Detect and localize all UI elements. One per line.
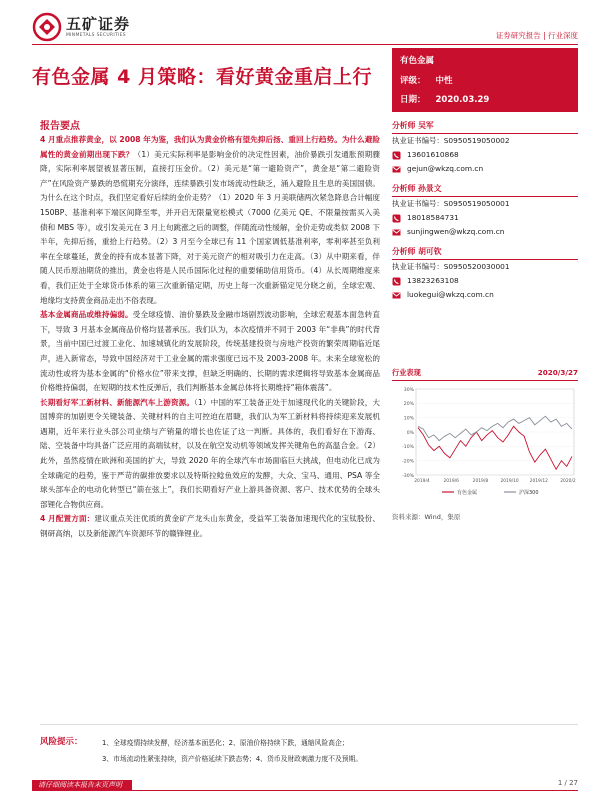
chart-header: [392, 368, 578, 381]
analyst-card-2: [392, 183, 578, 239]
y-tick-label: 30%: [403, 387, 414, 393]
paragraph-new-materials: [40, 396, 380, 513]
y-tick-label: 20%: [403, 402, 414, 408]
x-tick-label: 2019/8: [472, 479, 489, 484]
phone-icon: [392, 277, 401, 286]
analyst-heading: 分析师 吴军: [392, 120, 578, 134]
analyst-phone-row: [392, 274, 578, 288]
date-value: 2020.03.29: [435, 95, 490, 105]
paragraph-text: （1）美元实际利率是影响金价的决定性因素，油价暴跌引发通胀预期骤降，实际利率展望被显著压制，直接打压金价。（2）美元是“第一避险资产”，黄金是“第二避险资产”在风险资产暴跌的恐慌期充分演绎，连续暴跌引发市场流动性缺乏，涌入避险且生息的美国国债。为什么在这个时点，我们坚定看好后续的金价走势？（1）2020 年 3 月美联储两次紧急降息合计幅度 150BP、基准利率下端区间降至零，并开启无限量宽松模式（7000 亿美元 QE、不限量按需买入美债和 MBS 等），或引发美元在 3 月上旬跳涨之后的调整，伴随流动性缓解，金价走势或类似 2008 下半年，先抑后扬，重拾上行趋势。（2）3 月至今全球已有 11 个国家调低基准利率，零利率甚至负利率在全球蔓延，黄金的持有成本显著下降，对于美元资产的相对吸引力在走高。（3）从中期来看，伴随人民币原油期货的推出，黄金也将是人民币国际化过程的重要辅助信用货币。（4）从长周期维度来看，我们正处于全球货币体系的第三次重新锚定期，历史上每一次重新锚定见分晓之前，全球宏观、地缘均支持黄金商品走出不俗表现。: [40, 149, 381, 305]
analyst-license: 执业证书编号：S0950520030001: [392, 262, 510, 271]
chart-date: 2020/3/27: [537, 368, 578, 377]
risk-heading: 风险提示：: [40, 737, 83, 747]
analyst-email-row: [392, 288, 578, 302]
analyst-phone: 13601610868: [407, 150, 459, 159]
report-type-label: 证券研究报告 | 行业深度: [495, 31, 578, 40]
phone-icon: [392, 151, 401, 160]
logo-english-name: MINMETALS SECURITIES: [66, 33, 126, 38]
paragraph-lead: 长期看好军工新材料、新能源汽车上游资源。: [40, 397, 195, 407]
paragraph-lead: 4 月重点推荐黄金，以 2008 年为鉴，我们认为黄金价格有望先抑后扬、重回上行趋势。为什么避险属性的黄金前期出现下跌？: [40, 135, 380, 159]
x-tick-label: 2019/10: [500, 479, 519, 484]
paragraph-allocation: [40, 512, 380, 541]
analyst-phone-row: [392, 148, 578, 162]
footer-disclaimer-link[interactable]: 请仔细阅读本报告末页声明: [32, 780, 132, 791]
analyst-license: 执业证书编号：S0950519050002: [392, 136, 510, 145]
email-icon: [392, 228, 401, 237]
paragraph-lead: 基本金属商品或维持偏弱。: [40, 310, 133, 320]
page-number: 1 / 27: [557, 779, 578, 787]
rating-label: 评级：: [400, 76, 426, 86]
logo-mark-icon: [32, 12, 62, 42]
date-label: 日期：: [400, 95, 426, 105]
industry-performance-chart: [392, 383, 578, 501]
analyst-phone: 13823263108: [407, 276, 459, 285]
sector-name: 有色金属: [400, 56, 435, 66]
rating-row: [400, 74, 453, 86]
series-line-0: [418, 426, 572, 469]
analyst-heading: 分析师 胡可钦: [392, 246, 578, 260]
paragraph-lead: 4 月配置方面：: [40, 514, 95, 524]
email-icon: [392, 291, 401, 300]
series-line-1: [418, 416, 572, 440]
analyst-card-3: [392, 246, 578, 302]
x-tick-label: 2020/2: [560, 479, 576, 484]
chart-title: 行业表现: [392, 368, 421, 377]
company-logo: [32, 12, 130, 42]
x-tick-label: 2019/12: [529, 479, 548, 484]
phone-icon: [392, 214, 401, 223]
analyst-heading: 分析师 孙景文: [392, 183, 578, 197]
analyst-phone: 18018584731: [407, 213, 459, 222]
risk-line-1: 1、全球疫情持续发酵，经济基本面恶化；2、原油价格持续下跌，通缩风险高企；: [102, 739, 349, 747]
header-divider: [32, 44, 578, 45]
summary-body: [40, 133, 380, 542]
paragraph-text: 受全球疫情、油价暴跌及金融市场剧烈波动影响，全球宏观基本面急转直下，导致 3 月基本金属商品价格均显著承压。我们认为，本次疫情并不同于 2003 年“非典”的时代背景，当前中国已过渡工业化、加速城镇化的发展阶段，传统基建投资与房地产投资的繁荣周期临近尾声，进入新常态，导致中国经济对于工业金属的需求强度已远不及 2003-2008 年。未来全球宽松的流动性或将为基本金属的“价格水位”带来支撑，但缺乏明确的、长期的需求逻辑将导致基本金属商品价格维持偏弱，在短期的技术性反弹后，我们判断基本金属总体将长期维持“箱体震荡”。: [40, 310, 380, 393]
y-tick-label: -10%: [402, 445, 414, 451]
paragraph-base-metals: [40, 308, 380, 396]
y-tick-label: -30%: [402, 473, 414, 479]
analyst-phone-row: [392, 211, 578, 225]
x-tick-label: 2019/6: [443, 479, 459, 484]
analyst-email-row: [392, 162, 578, 176]
email-icon: [392, 165, 401, 174]
legend-label: 沪深300: [519, 490, 539, 496]
logo-chinese-name: 五矿证券: [66, 15, 131, 33]
analyst-email[interactable]: luokegui@wkzq.com.cn: [407, 290, 494, 299]
risk-line-2: 3、市场流动性紧张持续，资产价格延续下跌态势；4、货币及财政刺激力度不及预期。: [102, 755, 363, 763]
y-tick-label: 10%: [403, 416, 414, 422]
analyst-card-1: [392, 120, 578, 176]
paragraph-text: （1）中国的军工装备正处于加速现代化的关键阶段，大国博弈的加剧更令关键装备、关键材料的自主可控迫在眉睫，我们认为军工新材料将持续迎来发展机遇期，近年来行业头部公司业绩与产销量的增长也佐证了这一判断。具体的，我们看好在下游海、陆、空装备中均具备广泛应用的高端钛材，以及在航空发动机等领域发挥关键角色的高温合金。（2）此外，虽然疫情在欧洲和美国的扩大，导致 2020 年的全球汽车市场面临巨大挑战，但电动化已成为全球确定的趋势，鉴于严苛的碳排放要求以及特斯拉鲶鱼效应的发酵，大众、宝马、通用、PSA 等全球头部车企的电动化转型已“箭在弦上”，我们长期看好产业上游具备资源、客户、技术优势的全球头部锂化合物供应商。: [40, 397, 380, 509]
analyst-email[interactable]: gejun@wkzq.com.cn: [407, 164, 484, 173]
legend-label: 有色金属: [457, 490, 478, 496]
x-tick-label: 2019/4: [414, 479, 430, 484]
y-tick-label: -20%: [402, 459, 414, 465]
y-tick-label: 0%: [406, 430, 414, 436]
analyst-email[interactable]: sunjingwen@wkzq.com.cn: [407, 227, 505, 236]
report-title: 有色金属 4 月策略：看好黄金重启上行: [32, 66, 372, 88]
summary-heading: 报告要点: [40, 121, 80, 132]
risk-divider: [40, 724, 578, 725]
analyst-license: 执业证书编号：S0950519050001: [392, 199, 510, 208]
paragraph-gold: [40, 133, 380, 308]
analyst-email-row: [392, 225, 578, 239]
rating-value: 中性: [435, 76, 453, 86]
chart-source: 资料来源：Wind，集原: [392, 513, 461, 521]
paragraph-text: 建议重点关注优质的黄金矿产龙头山东黄金，受益军工装备加速现代化的宝钛股份、钢研高纳，以及新能源汽车资源环节的赣锋锂业。: [40, 514, 380, 539]
rating-box: [392, 48, 578, 112]
date-row: [400, 93, 489, 105]
